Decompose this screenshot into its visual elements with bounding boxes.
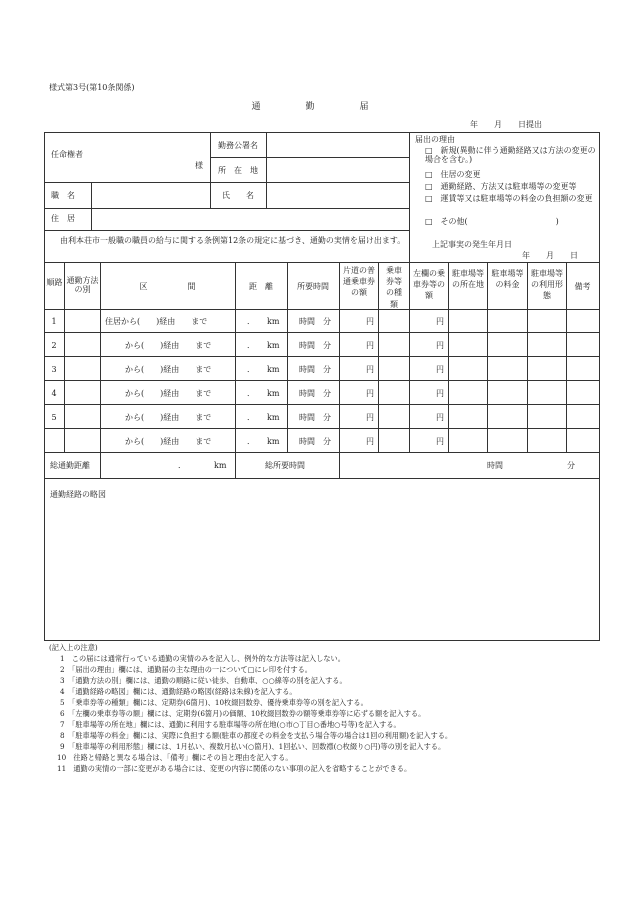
distance-cell[interactable]: ． km xyxy=(247,413,280,422)
distance-cell[interactable]: ． km xyxy=(247,437,280,446)
section-cell[interactable]: から( )経由 まで xyxy=(125,437,212,446)
reason-option-3[interactable]: □ 通勤経路、方法又は駐車場等の変更等 xyxy=(425,182,577,191)
sama-label: 様 xyxy=(195,161,203,170)
section-cell[interactable]: から( )経由 まで xyxy=(125,365,212,374)
fare-cell[interactable]: 円 xyxy=(366,317,374,326)
col-parking-location: 駐車場等の所在地 xyxy=(452,269,484,290)
row-number: 5 xyxy=(51,413,57,422)
name-label: 氏 名 xyxy=(222,191,254,200)
left-fare-cell[interactable]: 円 xyxy=(436,437,444,446)
col-parking-use: 駐車場等の利用形態 xyxy=(531,269,563,301)
list-item: 7 「駐車場等の所在地」欄には、通勤に利用する駐車場等の所在地(○市○丁目○番地○号等)を記入する。 xyxy=(60,720,401,729)
fare-cell[interactable]: 円 xyxy=(366,389,374,398)
list-item: 4 「通勤経路の略図」欄には、通勤経路の略図(経路は朱線)を記入する。 xyxy=(60,687,297,696)
left-fare-cell[interactable]: 円 xyxy=(436,389,444,398)
workplace-label: 勤務公署名 xyxy=(218,141,258,150)
col-order: 順路 xyxy=(46,278,63,287)
total-hours[interactable]: 時間 xyxy=(487,461,503,470)
fare-cell[interactable]: 円 xyxy=(366,413,374,422)
row-number: 4 xyxy=(51,389,57,398)
appointer-label: 任命権者 xyxy=(51,150,83,159)
page-title: 通 勤 届 xyxy=(251,102,369,112)
total-time-label: 総所要時間 xyxy=(265,461,305,470)
row-number: 3 xyxy=(51,365,57,374)
time-cell[interactable]: 時間 分 xyxy=(299,341,331,350)
distance-cell[interactable]: ． km xyxy=(247,365,280,374)
list-item: 1 この届には通常行っている通勤の実情のみを記入し、例外的な方法等は記入しない。 xyxy=(60,654,345,663)
distance-cell[interactable]: ． km xyxy=(247,341,280,350)
col-left-fare: 左欄の乗車券等の額 xyxy=(413,269,445,301)
fare-cell[interactable]: 円 xyxy=(366,437,374,446)
reason-option-2[interactable]: □ 住居の変更 xyxy=(425,170,481,179)
event-date-label: 上記事実の発生年月日 xyxy=(432,240,512,249)
col-fare: 片道の普通乗車券の額 xyxy=(343,266,375,298)
job-title-label: 職 名 xyxy=(51,191,75,200)
list-item: 11 通勤の実情の一部に変更がある場合には、変更の内容に関係のない事項の記入を省略することができる。 xyxy=(57,764,412,773)
residence-label: 住 居 xyxy=(51,214,75,223)
submission-date: 年 月 日提出 xyxy=(470,120,542,129)
list-item: 10 往路と帰路と異なる場合は、「備考」欄にその旨と理由を記入する。 xyxy=(57,753,293,762)
col-parking-fee: 駐車場等の料金 xyxy=(491,269,524,290)
time-cell[interactable]: 時間 分 xyxy=(299,365,331,374)
fare-cell[interactable]: 円 xyxy=(366,341,374,350)
section-cell[interactable]: から( )経由 まで xyxy=(125,341,212,350)
form-number: 様式第3号(第10条関係) xyxy=(49,83,135,92)
col-distance: 距 離 xyxy=(249,282,273,291)
reason-option-1[interactable]: □ 新規(異動に伴う通勤経路又は方法の変更の場合を含む。) xyxy=(425,146,596,165)
left-fare-cell[interactable]: 円 xyxy=(436,413,444,422)
event-date: 年 月 日 xyxy=(522,251,578,260)
time-cell[interactable]: 時間 分 xyxy=(299,389,331,398)
list-item: 6 「左欄の乗車券等の額」欄には、定期券(6箇月)の価額、10枚綴回数券の額等乗車券等に応ずる額を記入する。 xyxy=(60,709,426,718)
distance-cell[interactable]: ． km xyxy=(247,389,280,398)
col-remarks: 備考 xyxy=(574,282,591,291)
fare-cell[interactable]: 円 xyxy=(366,365,374,374)
row-number: 2 xyxy=(51,341,57,350)
reason-option-4[interactable]: □ 運賃等又は駐車場等の料金の負担額の変更 xyxy=(425,194,593,203)
address-label: 所 在 地 xyxy=(218,166,258,175)
left-fare-cell[interactable]: 円 xyxy=(436,317,444,326)
list-item: 2 「届出の理由」欄には、通勤届の主な理由の一について□にレ印を付する。 xyxy=(60,665,312,674)
total-minutes[interactable]: 分 xyxy=(567,461,575,470)
reason-title: 届出の理由 xyxy=(415,135,455,144)
list-item: 9 「駐車場等の利用形態」欄には、1月払い、複数月払い(○箇月)、1回払い、回数襟(○枚綴り○円)等の別を記入する。 xyxy=(60,742,446,751)
section-cell[interactable]: 住居から( )経由 まで xyxy=(105,317,208,326)
row-number: 1 xyxy=(51,317,57,326)
col-method: 通勤方法の別 xyxy=(66,276,99,295)
time-cell[interactable]: 時間 分 xyxy=(299,413,331,422)
total-distance-value[interactable]: ． km xyxy=(178,461,227,470)
time-cell[interactable]: 時間 分 xyxy=(299,317,331,326)
col-time: 所要時間 xyxy=(297,282,329,291)
left-fare-cell[interactable]: 円 xyxy=(436,341,444,350)
reason-option-5[interactable]: □ その他( ) xyxy=(425,217,559,226)
list-item: 8 「駐車場等の料金」欄には、実際に負担する額(駐車の都度その料金を支払う場合等の場合は1回の利用額)を記入する。 xyxy=(60,731,453,740)
time-cell[interactable]: 時間 分 xyxy=(299,437,331,446)
route-map-area[interactable] xyxy=(46,500,598,638)
list-item: 3 「通勤方法の別」欄には、通勤の順路に従い徒歩、自動車、○○線等の別を記入する。 xyxy=(60,676,347,685)
route-map-label: 通勤経路の略図 xyxy=(50,490,106,499)
declaration-text: 由利本荘市一般職の職員の給与に関する条例第12条の規定に基づき、通勤の実情を届け出ます。 xyxy=(60,236,406,245)
distance-cell[interactable]: ． km xyxy=(247,317,280,326)
left-fare-cell[interactable]: 円 xyxy=(436,365,444,374)
col-section: 区 間 xyxy=(139,282,196,291)
notes-title: (記入上の注意) xyxy=(49,643,98,652)
col-ticket-type: 乗車券等の種類 xyxy=(386,266,402,309)
total-distance-label: 総通勤距離 xyxy=(50,461,90,470)
section-cell[interactable]: から( )経由 まで xyxy=(125,413,212,422)
section-cell[interactable]: から( )経由 まで xyxy=(125,389,212,398)
list-item: 5 「乗車券等の種類」欄には、定期券(6箇月)、10枚綴回数券、優待乗車券等の別を記入する。 xyxy=(60,698,368,707)
